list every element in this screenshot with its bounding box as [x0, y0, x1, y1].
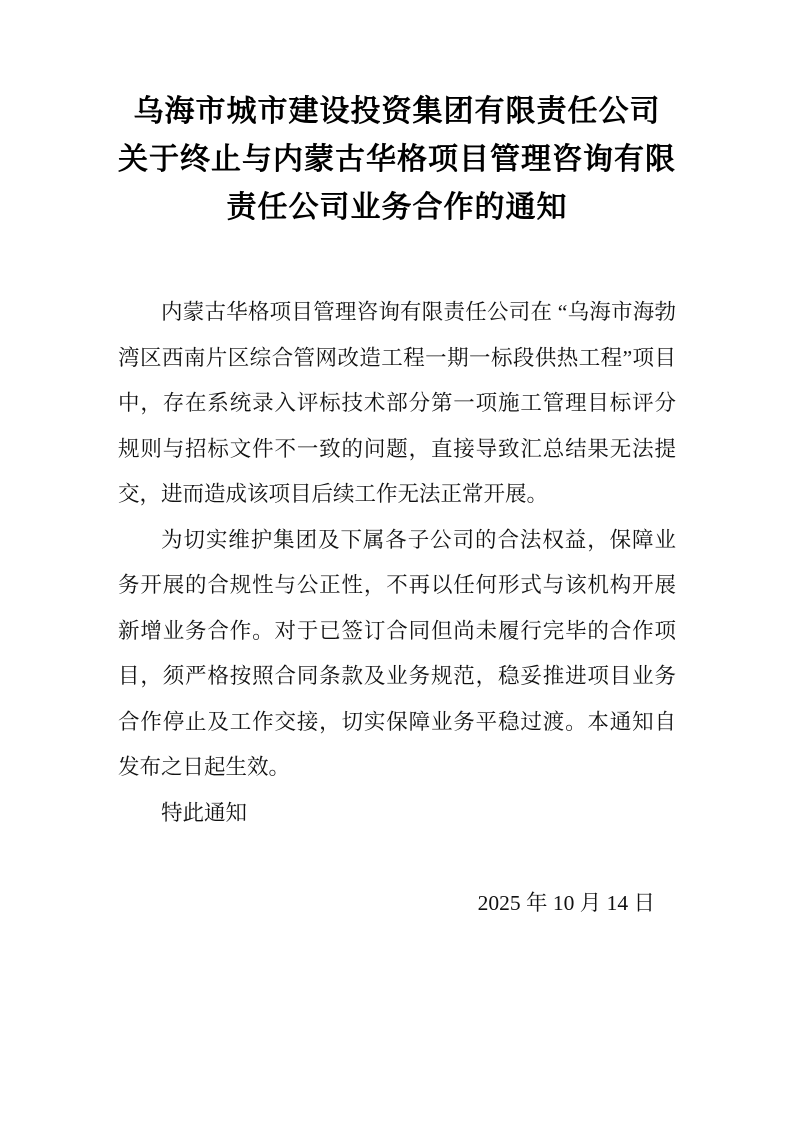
notice-body	[118, 290, 676, 836]
notice-closing-line: 特此通知	[161, 800, 248, 825]
notice-title-line-3: 责任公司业务合作的通知	[226, 191, 568, 224]
notice-title-line-2: 关于终止与内蒙古华格项目管理咨询有限	[118, 143, 676, 176]
notice-paragraph-1: 内蒙古华格项目管理咨询有限责任公司在 “乌海市海勃湾区西南片区综合管网改造工程一期一标段供热工程”项目中，存在系统录入评标技术部分第一项施工管理目标评分规则与招标文件不一致的问题，直接导致汇总结果无法提交，进而造成该项目后续工作无法正常开展。	[118, 300, 676, 506]
notice-date-line: 2025 年 10 月 14 日	[477, 891, 655, 915]
notice-paragraph-2: 为切实维护集团及下属各子公司的合法权益，保障业务开展的合规性与公正性，不再以任何形式与该机构开展新增业务合作。对于已签订合同但尚未履行完毕的合作项目，须严格按照合同条款及业务规范，稳妥推进项目业务合作停止及工作交接，切实保障业务平稳过渡。本通知自发布之日起生效。	[118, 527, 676, 779]
notice-title-line-1: 乌海市城市建设投资集团有限责任公司	[133, 95, 661, 128]
notice-title	[118, 88, 676, 232]
